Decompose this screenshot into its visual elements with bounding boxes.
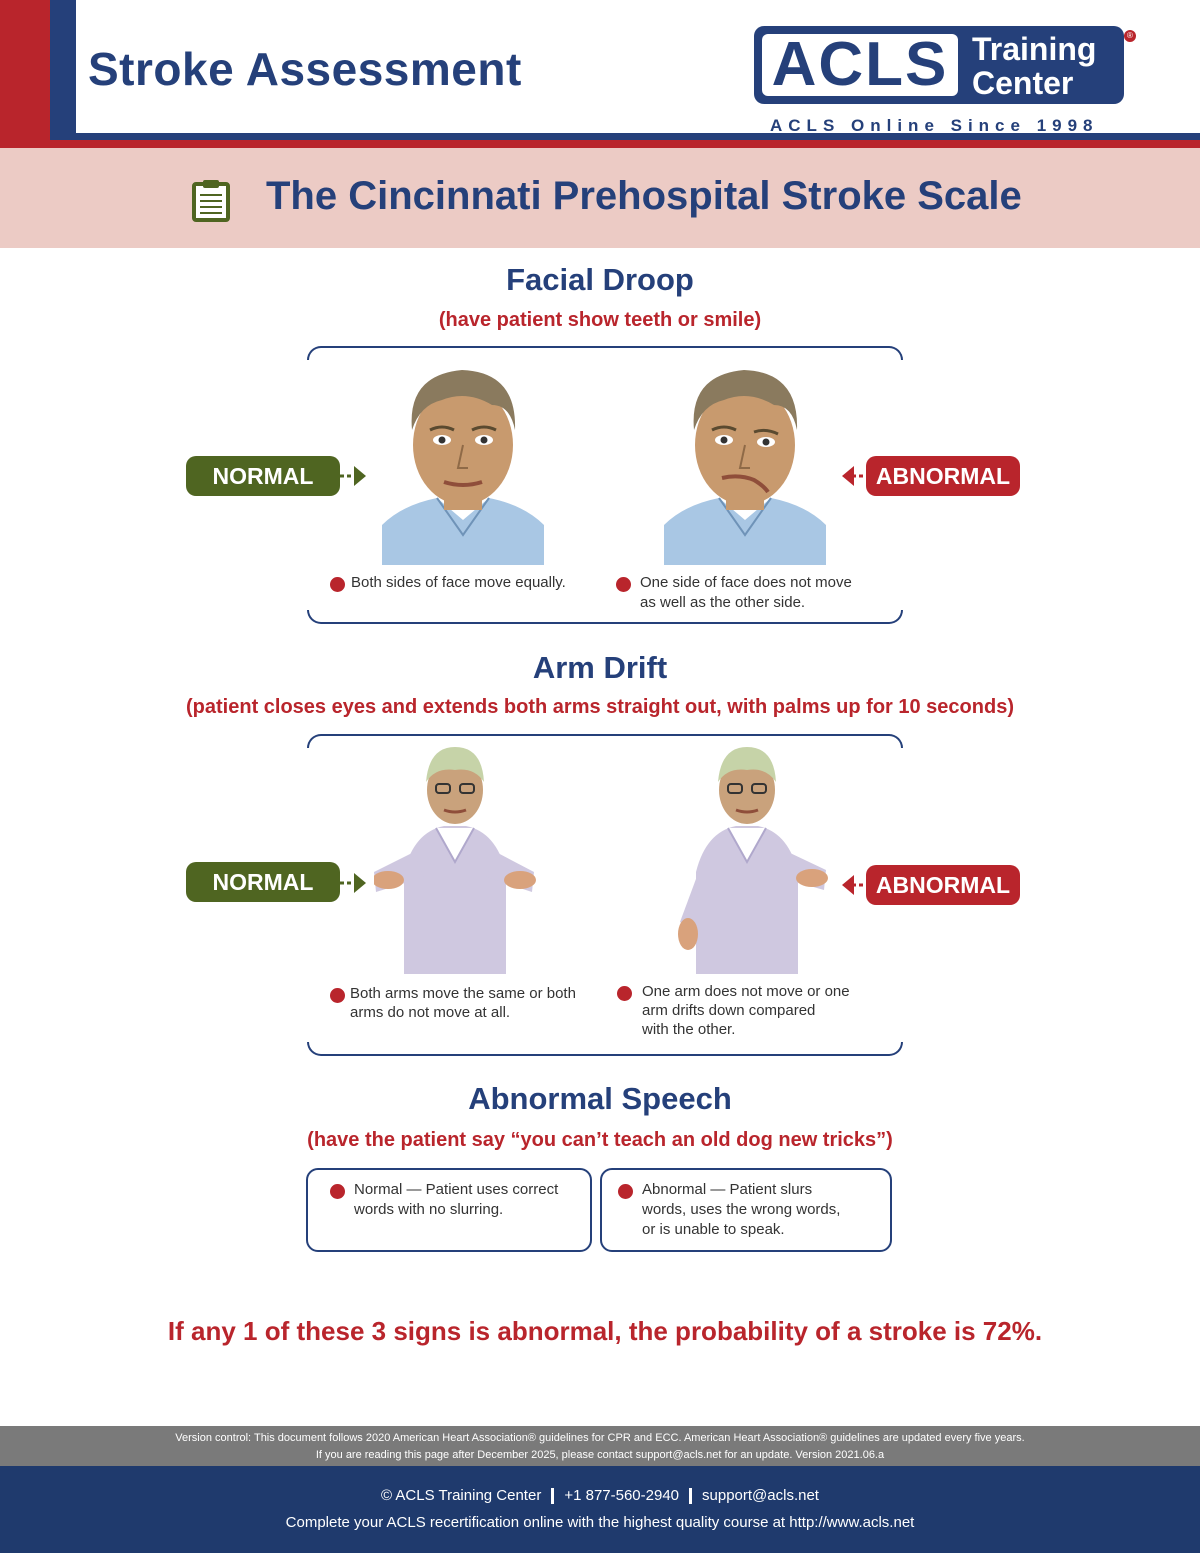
speech-normal-text-1: Normal — Patient uses correct bbox=[354, 1181, 559, 1198]
arm-abnormal-label: ABNORMAL bbox=[866, 865, 1020, 905]
clipboard-icon bbox=[190, 178, 236, 224]
speech-abnormal-text-1: Abnormal — Patient slurs bbox=[642, 1181, 813, 1198]
arrow-right-icon bbox=[340, 464, 368, 488]
header-red-bar bbox=[0, 0, 50, 140]
speech-normal-text-2: words with no slurring. bbox=[354, 1201, 504, 1218]
version-line-2: If you are reading this page after December 2025, please contact support@acls.net for an update. Version 2021.06.a bbox=[315, 1449, 885, 1461]
header-rule-red bbox=[0, 140, 1200, 148]
version-line-1: Version control: This document follows 2020 American Heart Association® guidelines for CPR and ECC. American Heart Association® guidelines are updated every five years. bbox=[175, 1432, 1025, 1444]
bullet-dot bbox=[330, 1184, 345, 1199]
normal-face-illustration bbox=[382, 360, 544, 565]
bullet-dot bbox=[330, 988, 345, 1003]
facial-droop-subtitle: (have patient show teeth or smile) bbox=[438, 309, 762, 331]
footer-contact-bar bbox=[0, 1466, 1200, 1553]
arm-abnormal-text-1: One arm does not move or one bbox=[642, 983, 850, 1000]
arm-normal-label: NORMAL bbox=[186, 862, 340, 902]
speech-abnormal-text-2: words, uses the wrong words, bbox=[642, 1201, 841, 1218]
facial-abnormal-text-1: One side of face does not move bbox=[640, 574, 852, 591]
tagline: ACLS Online Since 1998 bbox=[770, 116, 1099, 135]
bullet-dot bbox=[617, 986, 632, 1001]
facial-normal-label: NORMAL bbox=[186, 456, 340, 496]
footer-contact-line bbox=[0, 1487, 1200, 1504]
bullet-dot bbox=[616, 577, 631, 592]
abnormal-face-illustration bbox=[664, 360, 826, 565]
arm-abnormal-text-3: with the other. bbox=[642, 1021, 736, 1038]
arrow-left-icon bbox=[840, 464, 868, 488]
speech-abnormal-text-3: or is unable to speak. bbox=[642, 1221, 785, 1238]
bullet-dot bbox=[330, 577, 345, 592]
band-title: The Cincinnati Prehospital Stroke Scale bbox=[266, 174, 1022, 218]
header-blue-bar bbox=[50, 0, 76, 140]
facial-normal-text: Both sides of face move equally. bbox=[351, 574, 566, 591]
arm-abnormal-text-2: arm drifts down compared bbox=[642, 1002, 816, 1019]
logo-main-text: ACLS bbox=[771, 30, 949, 99]
copyright: © ACLS Training Center bbox=[381, 1487, 542, 1504]
arm-drift-title: Arm Drift bbox=[532, 650, 668, 685]
logo-line2: Center bbox=[972, 65, 1074, 101]
arm-frame-bottom bbox=[307, 1042, 903, 1056]
facial-droop-title: Facial Droop bbox=[506, 262, 694, 297]
arm-drift-subtitle: (patient closes eyes and extends both arms straight out, with palms up for 10 seconds) bbox=[186, 696, 1014, 718]
facial-frame-top bbox=[307, 346, 903, 360]
page-title: Stroke Assessment bbox=[88, 43, 522, 95]
arrow-left-icon bbox=[840, 873, 868, 897]
registered-mark: ® bbox=[1124, 30, 1136, 42]
abnormal-arms-illustration bbox=[666, 742, 828, 974]
facial-frame-bottom bbox=[307, 610, 903, 624]
bullet-dot bbox=[618, 1184, 633, 1199]
arm-normal-text-2: arms do not move at all. bbox=[350, 1004, 511, 1021]
email-link[interactable]: support@acls.net bbox=[702, 1487, 819, 1504]
divider bbox=[551, 1488, 554, 1504]
conclusion-text: If any 1 of these 3 signs is abnormal, the probability of a stroke is 72%. bbox=[167, 1316, 1043, 1346]
arm-normal-text-1: Both arms move the same or both bbox=[350, 985, 576, 1002]
phone-link[interactable]: +1 877-560-2940 bbox=[564, 1487, 680, 1504]
logo-line1: Training bbox=[972, 31, 1097, 67]
arrow-right-icon bbox=[340, 871, 368, 895]
speech-subtitle: (have the patient say “you can’t teach an old dog new tricks”) bbox=[307, 1129, 893, 1151]
divider bbox=[689, 1488, 692, 1504]
normal-arms-illustration bbox=[374, 742, 536, 974]
speech-title: Abnormal Speech bbox=[468, 1081, 732, 1116]
facial-abnormal-label: ABNORMAL bbox=[866, 456, 1020, 496]
facial-abnormal-text-2: as well as the other side. bbox=[640, 594, 806, 611]
footer-promo[interactable]: Complete your ACLS recertification online with the highest quality course at http://www.acls.net bbox=[285, 1514, 915, 1531]
